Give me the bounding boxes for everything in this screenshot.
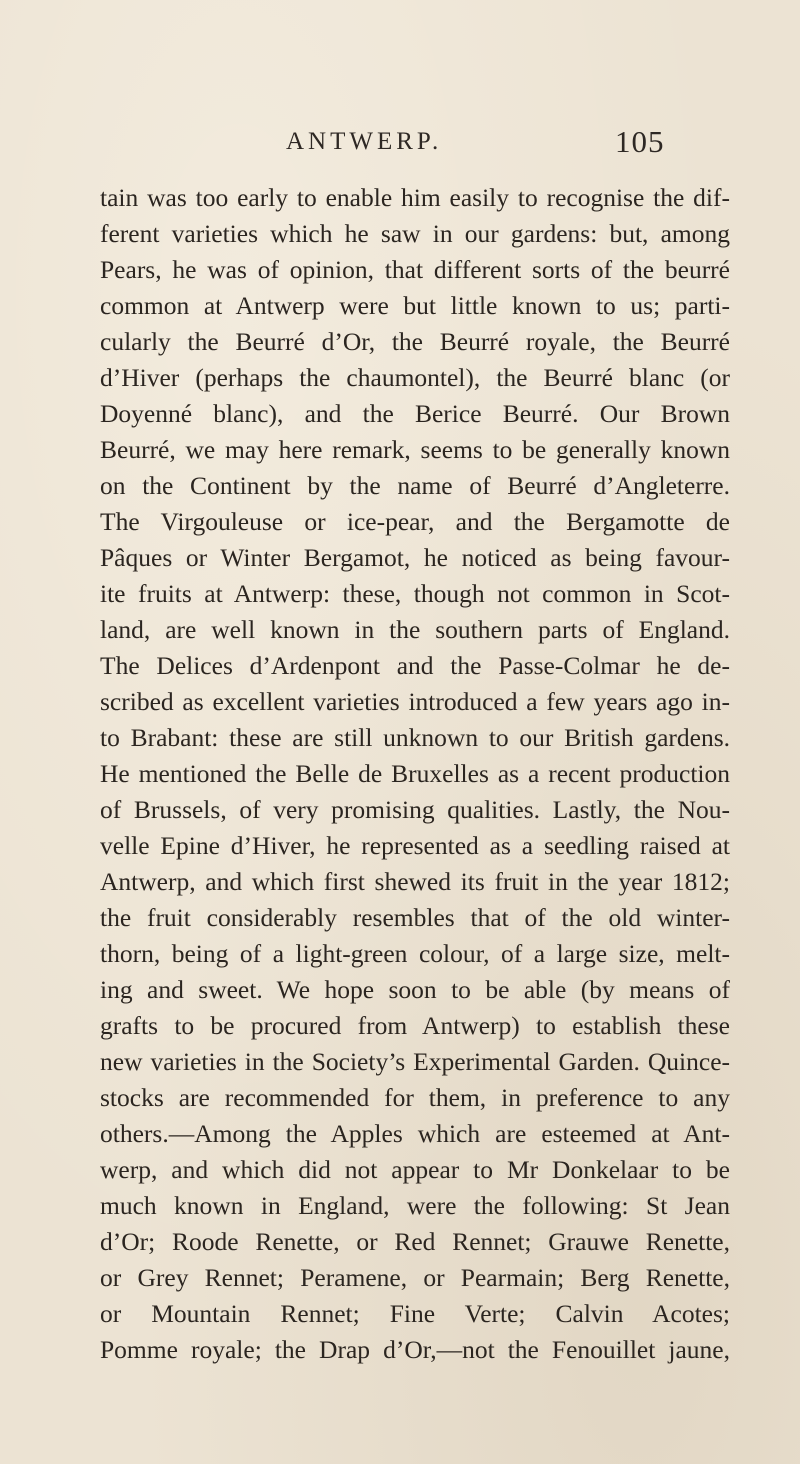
text-line: to Brabant: these are still unknown to our British gardens. [100, 723, 730, 752]
text-line: Doyenné blanc), and the Berice Beurré. Our Brown [100, 399, 730, 428]
text-line: ite fruits at Antwerp: these, though not common in Scot- [100, 579, 730, 608]
text-line: ferent varieties which he saw in our gardens: but, among [100, 219, 730, 248]
text-line: ing and sweet. We hope soon to be able (by means of [100, 975, 730, 1004]
text-line: new varieties in the Society’s Experimental Garden. Quince- [100, 1047, 730, 1076]
text-line: werp, and which did not appear to Mr Donkelaar to be [100, 1155, 730, 1184]
text-line: land, are well known in the southern parts of England. [100, 615, 730, 644]
text-line: d’Or; Roode Renette, or Red Rennet; Grauwe Renette, [100, 1227, 730, 1256]
text-line: or Mountain Rennet; Fine Verte; Calvin Acotes; [100, 1299, 730, 1328]
text-line: d’Hiver (perhaps the chaumontel), the Beurré blanc (or [100, 363, 730, 392]
running-head: ANTWERP. [286, 128, 443, 155]
text-line: on the Continent by the name of Beurré d’Angleterre. [100, 471, 730, 500]
text-line: others.—Among the Apples which are esteemed at Ant- [100, 1119, 730, 1148]
text-line: stocks are recommended for them, in preference to any [100, 1083, 730, 1112]
text-line: common at Antwerp were but little known to us; parti- [100, 291, 730, 320]
text-line: Pears, he was of opinion, that different sorts of the beurré [100, 255, 730, 284]
text-line: thorn, being of a light-green colour, of a large size, melt- [100, 939, 730, 968]
text-line: cularly the Beurré d’Or, the Beurré royale, the Beurré [100, 327, 730, 356]
text-line: He mentioned the Belle de Bruxelles as a recent production [100, 759, 730, 788]
text-line: The Virgouleuse or ice-pear, and the Bergamotte de [100, 507, 730, 536]
text-line: Antwerp, and which first shewed its fruit in the year 1812; [100, 867, 730, 896]
page-number: 105 [615, 124, 665, 159]
text-line: Pomme royale; the Drap d’Or,—not the Fenouillet jaune, [100, 1335, 730, 1364]
text-line: scribed as excellent varieties introduced a few years ago in- [100, 687, 730, 716]
text-line: tain was too early to enable him easily to recognise the dif- [100, 183, 730, 212]
text-line: velle Epine d’Hiver, he represented as a seedling raised at [100, 831, 730, 860]
text-line: The Delices d’Ardenpont and the Passe-Colmar he de- [100, 651, 730, 680]
text-line: grafts to be procured from Antwerp) to establish these [100, 1011, 730, 1040]
text-line: Beurré, we may here remark, seems to be generally known [100, 435, 730, 464]
text-line: Pâques or Winter Bergamot, he noticed as being favour- [100, 543, 730, 572]
text-line: the fruit considerably resembles that of the old winter- [100, 903, 730, 932]
text-line: or Grey Rennet; Peramene, or Pearmain; Berg Renette, [100, 1263, 730, 1292]
text-line: of Brussels, of very promising qualities. Lastly, the Nou- [100, 795, 730, 824]
text-line: much known in England, were the following: St Jean [100, 1191, 730, 1220]
